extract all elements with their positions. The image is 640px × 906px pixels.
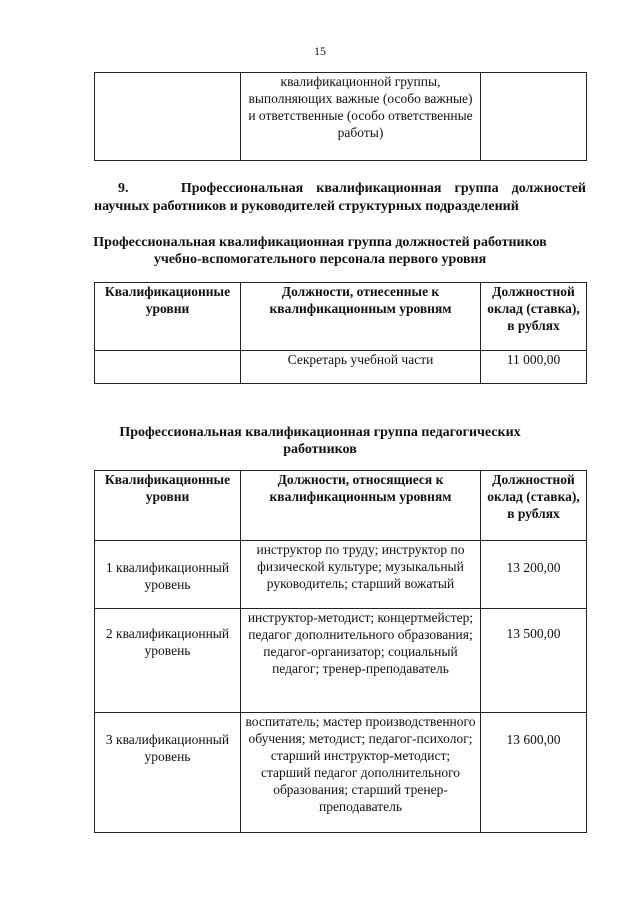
cell-level: 3 квалификационный уровень (95, 713, 241, 833)
section9-title-text: Профессиональная квалификационная группа должностей (180, 181, 587, 196)
header-positions: Должности, относящиеся к квалификационным уровням (241, 471, 481, 541)
table-cell (95, 73, 241, 161)
table-row (95, 713, 587, 833)
cell-level (95, 351, 241, 384)
table-row (95, 351, 587, 384)
header-salary: Должностной оклад (ставка), в рублях (481, 283, 587, 351)
cell-positions: инструктор по труду; инструктор по физической культуре; музыкальный руководитель; старший вожатый (241, 541, 481, 609)
header-levels: Квалификационные уровни (95, 471, 241, 541)
header-salary: Должностной оклад (ставка), в рублях (481, 471, 587, 541)
section9-number: 9. (118, 181, 129, 196)
cell-salary: 13 600,00 (481, 713, 587, 833)
table-header-row (95, 471, 587, 541)
section9-title-line1 (118, 180, 586, 197)
cell-level: 1 квалификационный уровень (95, 541, 241, 609)
table1-title-line1: Профессиональная квалификационная группа должностей работников (93, 235, 547, 250)
section9-title-line2: научных работников и руководителей структурных подразделений (94, 199, 519, 214)
continuation-table (94, 72, 587, 161)
header-levels: Квалификационные уровни (95, 283, 241, 351)
table2-title-line2: работников (283, 442, 357, 457)
table1-title-line2: учебно-вспомогательного персонала первого уровня (153, 252, 487, 267)
table1 (94, 282, 587, 384)
cell-salary: 13 500,00 (481, 609, 587, 713)
table2-title-line1: Профессиональная квалификационная группа педагогических (119, 425, 521, 440)
table-row (95, 541, 587, 609)
table-row (95, 73, 587, 161)
table2 (94, 470, 587, 833)
table-cell-positions: квалификационной группы, выполняющих важные (особо важные) и ответственные (особо ответственные работы) (241, 73, 481, 161)
cell-positions: Секретарь учебной части (241, 351, 481, 384)
page-number: 15 (314, 44, 326, 58)
cell-salary: 13 200,00 (481, 541, 587, 609)
cell-salary: 11 000,00 (481, 351, 587, 384)
cell-level: 2 квалификационный уровень (95, 609, 241, 713)
table-cell (481, 73, 587, 161)
table-header-row (95, 283, 587, 351)
cell-positions: инструктор-методист; концертмейстер; педагог дополнительного образования; педагог-организатор; социальный педагог; тренер-преподаватель (241, 609, 481, 713)
cell-positions: воспитатель; мастер производственного обучения; методист; педагог-психолог; старший инструктор-методист; старший педагог дополнительного образования; старший тренер-преподаватель (241, 713, 481, 833)
table-row (95, 609, 587, 713)
header-positions: Должности, отнесенные к квалификационным уровням (241, 283, 481, 351)
